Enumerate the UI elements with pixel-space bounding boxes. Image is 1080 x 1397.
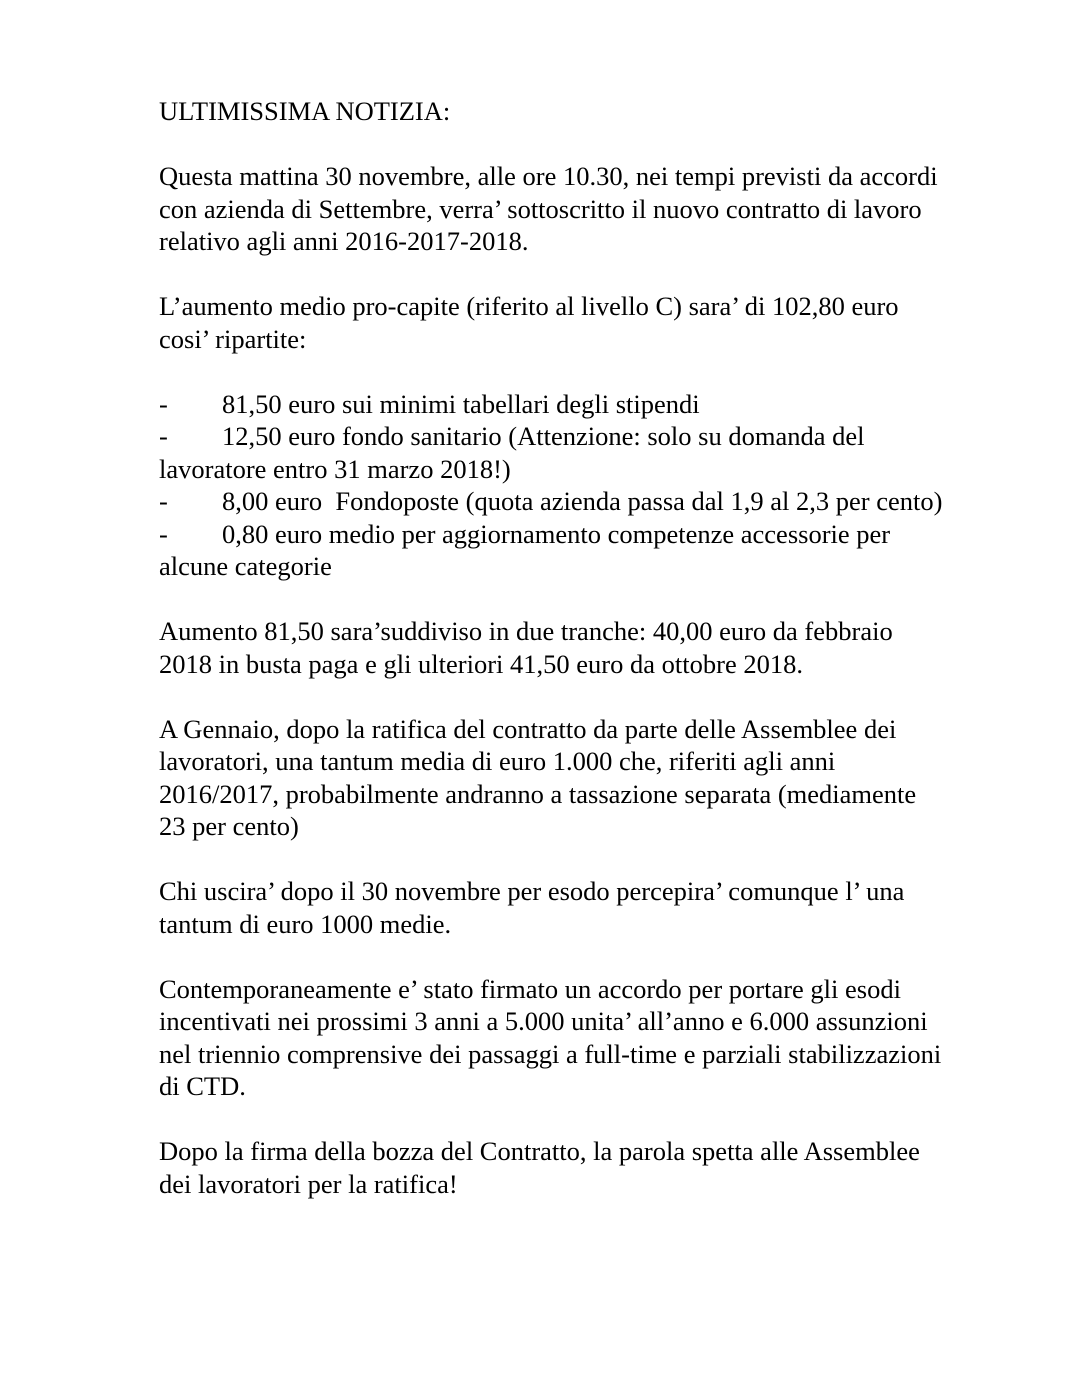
paragraph-average-increase bbox=[159, 290, 1019, 355]
document-body bbox=[159, 95, 1019, 1233]
text-line: tantum di euro 1000 medie. bbox=[159, 908, 452, 939]
text-line: nel triennio comprensive dei passaggi a full-time e parziali stabilizzazioni bbox=[159, 1038, 942, 1069]
text-line: Dopo la firma della bozza del Contratto, la parola spetta alle Assemblee bbox=[159, 1136, 920, 1166]
list-item bbox=[159, 518, 1019, 551]
list-item-text: 12,50 euro fondo sanitario (Attenzione: solo su domanda del bbox=[222, 421, 865, 451]
text-line: Questa mattina 30 novembre, alle ore 10.30, nei tempi previsti da accordi bbox=[159, 161, 938, 191]
text-line: 2018 in busta paga e gli ulteriori 41,50 euro da ottobre 2018. bbox=[159, 648, 803, 679]
text-line: relativo agli anni 2016-2017-2018. bbox=[159, 226, 529, 256]
list-item-text: 81,50 euro sui minimi tabellari degli stipendi bbox=[222, 388, 700, 419]
text-line: dei lavoratori per la ratifica! bbox=[159, 1168, 458, 1199]
bullet-marker: - bbox=[159, 486, 168, 516]
paragraph-contract-signing bbox=[159, 160, 1019, 258]
list-item-continuation: lavoratore entro 31 marzo 2018!) bbox=[159, 453, 511, 484]
list-item-text: 8,00 euro Fondoposte (quota azienda passa dal 1,9 al 2,3 per cento) bbox=[222, 486, 943, 516]
paragraph-closing bbox=[159, 1135, 1019, 1200]
text-line: A Gennaio, dopo la ratifica del contratto da parte delle Assemblee dei bbox=[159, 713, 897, 744]
heading-paragraph bbox=[159, 95, 1019, 128]
bullet-list bbox=[159, 388, 1019, 583]
text-line: lavoratori, una tantum media di euro 1.000 che, riferiti agli anni bbox=[159, 746, 836, 776]
text-line: Aumento 81,50 sara’suddiviso in due tranche: 40,00 euro da febbraio bbox=[159, 616, 893, 646]
paragraph-esodo bbox=[159, 875, 1019, 940]
list-item bbox=[159, 388, 1019, 421]
text-line: incentivati nei prossimi 3 anni a 5.000 unita’ all’anno e 6.000 assunzioni bbox=[159, 1006, 928, 1036]
paragraph-agreement bbox=[159, 973, 1019, 1103]
text-line: cosi’ ripartite: bbox=[159, 323, 307, 354]
bullet-marker: - bbox=[159, 518, 168, 549]
list-item-continuation: alcune categorie bbox=[159, 551, 332, 581]
bullet-marker: - bbox=[159, 388, 168, 419]
list-item bbox=[159, 420, 1019, 453]
text-line: L’aumento medio pro-capite (riferito al livello C) sara’ di 102,80 euro bbox=[159, 291, 899, 321]
paragraph-tranches bbox=[159, 615, 1019, 680]
page-heading: ULTIMISSIMA NOTIZIA: bbox=[159, 96, 451, 126]
text-line: Chi uscira’ dopo il 30 novembre per esodo percepira’ comunque l’ una bbox=[159, 876, 905, 906]
paragraph-una-tantum bbox=[159, 713, 1019, 843]
text-line: 2016/2017, probabilmente andranno a tassazione separata (mediamente bbox=[159, 778, 917, 809]
bullet-marker: - bbox=[159, 421, 168, 451]
text-line: Contemporaneamente e’ stato firmato un accordo per portare gli esodi bbox=[159, 973, 901, 1004]
text-line: 23 per cento) bbox=[159, 811, 299, 841]
text-line: di CTD. bbox=[159, 1071, 246, 1101]
text-line: con azienda di Settembre, verra’ sottoscritto il nuovo contratto di lavoro bbox=[159, 193, 922, 224]
list-item bbox=[159, 485, 1019, 518]
list-item-text: 0,80 euro medio per aggiornamento competenze accessorie per bbox=[222, 518, 891, 549]
